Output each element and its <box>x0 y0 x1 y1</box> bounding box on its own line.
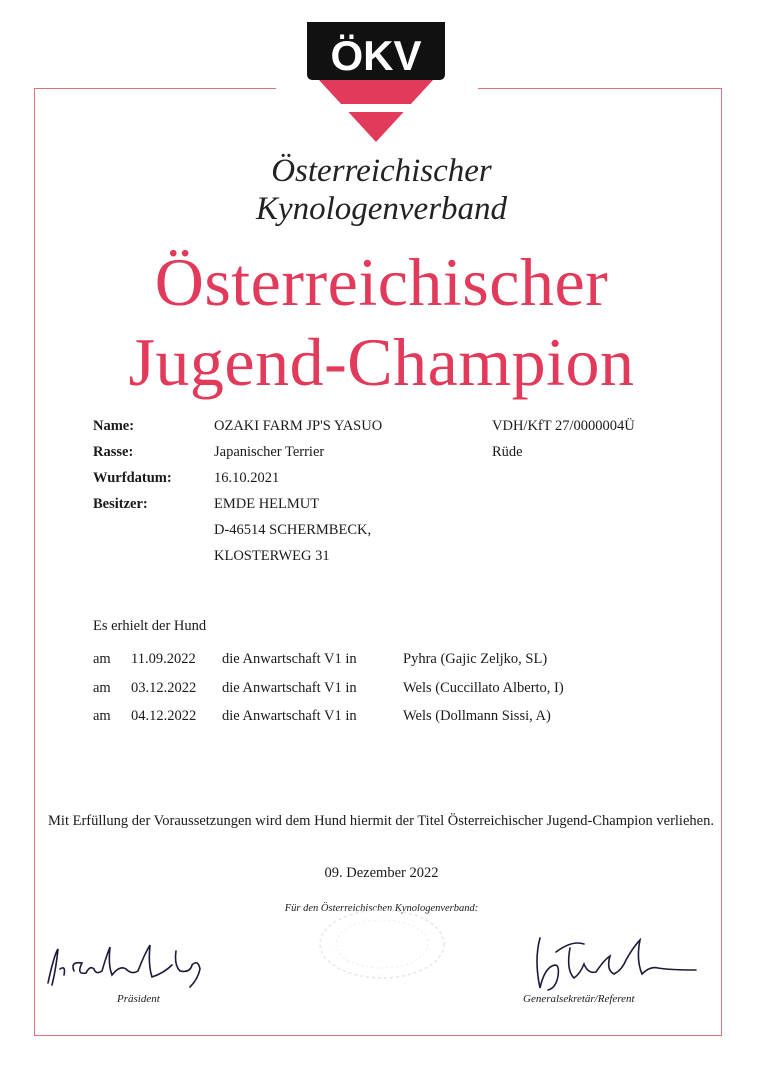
owner-street: KLOSTERWEG 31 <box>214 548 330 564</box>
logo-text: ÖKV <box>330 32 422 79</box>
frame-border-top-right <box>478 88 722 89</box>
frame-border-left <box>34 88 35 1036</box>
embossed-seal <box>312 902 452 982</box>
for-organization-line: Für den Österreichischen Kynologenverband: <box>284 903 479 914</box>
frame-border-top-left <box>34 88 276 89</box>
organization-name-line1: Österreichischer <box>271 153 492 189</box>
owner-label: Besitzer: <box>93 496 148 512</box>
sex-value: Rüde <box>492 444 523 460</box>
secretary-signature <box>500 930 700 1000</box>
frame-border-right <box>721 88 722 1036</box>
president-label: Präsident <box>117 993 160 1005</box>
issue-date: 09. Dezember 2022 <box>324 865 439 881</box>
conferral-text: Mit Erfüllung der Voraussetzungen wird dem Hund hiermit der Titel Österreichischer Jugend-Champion verliehen. <box>48 813 714 829</box>
organization-name-line2: Kynologenverband <box>255 191 508 227</box>
award-date: 04.12.2022 <box>131 708 197 724</box>
award-place: Pyhra (Gajic Zeljko, SL) <box>403 651 548 667</box>
award-text: die Anwartschaft V1 in <box>222 651 357 667</box>
dog-name: OZAKI FARM JP'S YASUO <box>214 418 383 434</box>
award-am: am <box>93 680 111 696</box>
birthdate-value: 16.10.2021 <box>214 470 280 486</box>
certificate-title-line2: Jugend-Champion <box>128 324 635 400</box>
awards-intro: Es erhielt der Hund <box>93 618 207 634</box>
okv-logo <box>305 20 447 146</box>
award-place: Wels (Dollmann Sissi, A) <box>403 708 551 724</box>
registration-number: VDH/KfT 27/0000004Ü <box>492 418 635 434</box>
award-text: die Anwartschaft V1 in <box>222 708 357 724</box>
certificate-title-line1: Österreichischer <box>154 244 609 320</box>
president-signature <box>40 935 215 995</box>
award-am: am <box>93 708 111 724</box>
frame-border-bottom <box>34 1035 722 1036</box>
breed-label: Rasse: <box>93 444 134 460</box>
owner-name: EMDE HELMUT <box>214 496 320 512</box>
secretary-label: Generalsekretär/Referent <box>523 993 635 1005</box>
award-text: die Anwartschaft V1 in <box>222 680 357 696</box>
award-place: Wels (Cuccillato Alberto, I) <box>403 680 564 696</box>
owner-city: D-46514 SCHERMBECK, <box>214 522 372 538</box>
award-am: am <box>93 651 111 667</box>
award-date: 03.12.2022 <box>131 680 197 696</box>
breed-value: Japanischer Terrier <box>214 444 325 460</box>
award-date: 11.09.2022 <box>131 651 196 667</box>
name-label: Name: <box>93 418 135 434</box>
birthdate-label: Wurfdatum: <box>93 470 172 486</box>
